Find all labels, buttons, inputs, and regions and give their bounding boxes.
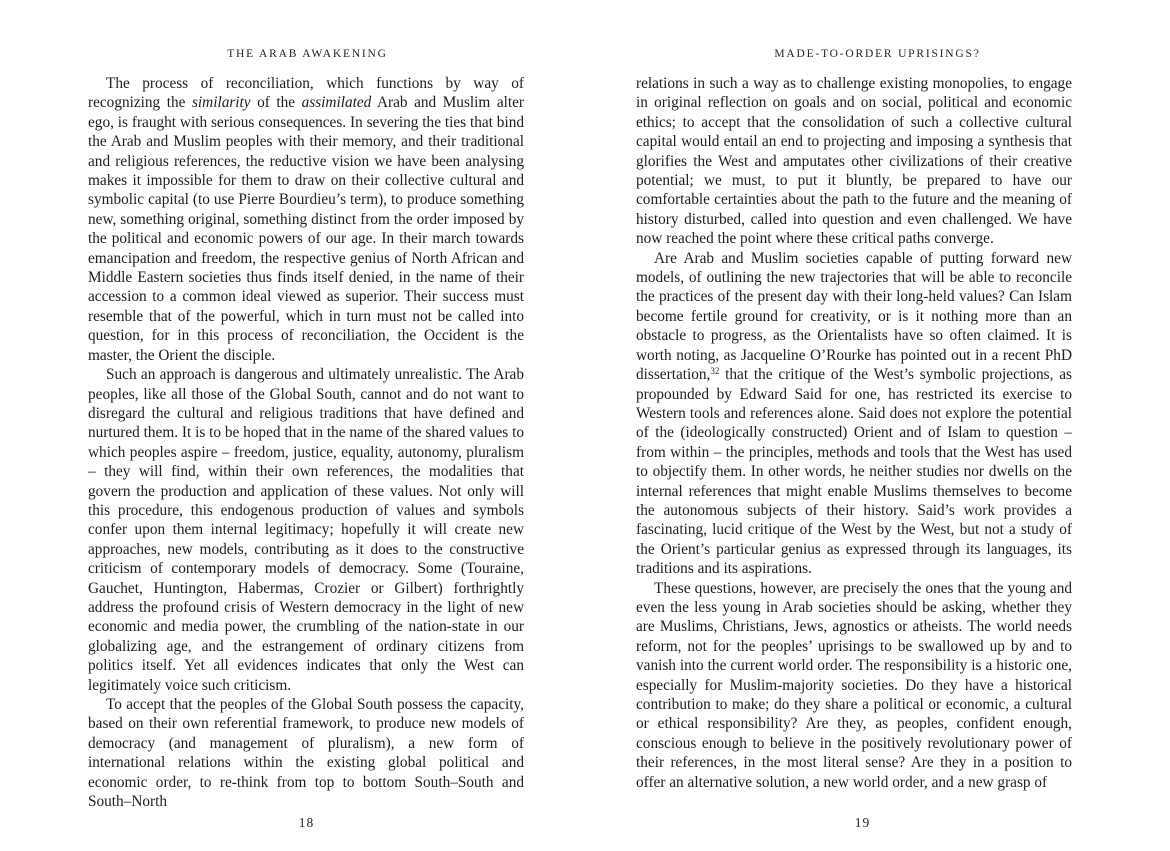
page-number: 18 [298,815,315,830]
running-head: MADE-TO-ORDER UPRISINGS? [774,48,981,60]
paragraph-1-text-c: Arab and Muslim alter ego, is fraught with serious consequences. In severing the ties that bind the Arab and Muslim peoples with their memory, and their traditional and religious references, the reductive vision we have been analysing makes it impossible for them to draw on their collective cultural and symbolic capital (to use Pierre Bourdieu’s term), to produce something new, something original, something distinct from the order imposed by the political and economic powers of our age. In their march towards emancipation and freedom, the respective genius of North African and Middle Eastern societies thus finds itself denied, in the name of their accession to a common ideal viewed as superior. Their success must resemble that of the powerful, which in turn must not be called into question, for in this process of reconciliation, the Occident is the master, the Orient the disciple. [88,94,524,364]
paragraph-1-text-b: of the [250,94,302,112]
right-page [585,0,1170,851]
paragraph-1-italic-similarity: similarity [191,94,251,112]
page-number: 19 [854,815,871,830]
running-head: THE ARAB AWAKENING [227,48,388,60]
paragraph-2-text-a: Are Arab and Muslim societies capable of putting forward new models, of outlining the new trajectories that will be able to reconcile the practices of the present day with their long-held values? Can Islam become fertile ground for creativity, or is it nothing more than an obstacle to progress, as the Orientalists have so often claimed. It is worth noting, as Jacqueline O’Rourke has pointed out in a recent PhD dissertation, [636,249,1072,384]
paragraph-3: These questions, however, are precisely the ones that the young and even the less young in Arab societies should be asking, whether they are Muslims, Christians, Jews, agnostics or atheists. The world needs reform, not for the peoples’ uprisings to be swallowed up by and to vanish into the current world order. The responsibility is a historic one, especially for Muslim-majority societies. Do they have a historical contribution to make; do they share a political or economic, a cultural or ethical responsibility? Are they, as peoples, confident enough, conscious enough to believe in the positively revolutionary power of their references, in the most literal sense? Are they in a position to offer an alternative solution, a new world order, and a new grasp of [636,579,1072,791]
body-text [88,74,524,811]
body-text [636,74,1072,792]
paragraph-2-text-b: that the critique of the West’s symbolic projections, as propounded by Edward Said for one, has restricted its exercise to Western tools and references alone. Said does not explore the potential of the (ideologically constructed) Orient and of Islam to question – from within – the principles, methods and tools that the West has used to objectify them. In other words, he neither studies nor dwells on the internal references that might enable Muslims themselves to become the autonomous subjects of their history. Said’s work provides a fascinating, lucid critique of the West by the West, but not a study of the Orient’s particular genius as expressed through its languages, its traditions and its aspirations. [636,366,1072,578]
paragraph-2 [636,249,1072,579]
paragraph-3: To accept that the peoples of the Global South possess the capacity, based on their own referential framework, to produce new models of democracy (and management of pluralism), a new form of international relations within the existing global political and economic order, to re-think from top to bottom South–South and South–North [88,696,524,811]
paragraph-1-italic-assimilated: assimilated [301,94,372,112]
paragraph-continued: relations in such a way as to challenge existing monopolies, to engage in original reflection on goals and on social, political and economic ethics; to accept that the consolidation of such a collective cultural capital would entail an end to projecting and imposing a synthesis that glorifies the West and amputates other civilizations of their creative potential; we must, to put it bluntly, be prepared to have our comfortable certainties about the path to the future and the meaning of history disturbed, called into question and even challenged. We have now reached the point where these critical paths converge. [636,75,1072,248]
paragraph-1-text-a: The process of reconciliation, which functions by way of recognizing the [88,75,524,112]
footnote-reference[interactable]: 32 [710,366,720,377]
paragraph-2: Such an approach is dangerous and ultimately unrealistic. The Arab peoples, like all those of the Global South, cannot and do not want to disregard the cultural and religious traditions that have defined and nurtured them. It is to be hoped that in the name of the shared values to which peoples aspire – freedom, justice, equality, autonomy, pluralism – they will find, within their own references, the modalities that govern the production and application of these values. Not only will this procedure, this endogenous production of values and symbols confer upon them internal legitimacy; hopefully it will create new approaches, new models, contributing as it does to the constructive criticism of contemporary models of democracy. Some (Touraine, Gauchet, Huntington, Habermas, Crozier or Gilbert) forthrightly address the profound crisis of Western democracy in the light of new economic and media power, the crumbling of the nation-state in our globalizing age, and the estrangement of ordinary citizens from politics itself. Yet all evidences indicates that only the West can legitimately voice such criticism. [88,366,524,694]
paragraph-1 [88,74,524,365]
